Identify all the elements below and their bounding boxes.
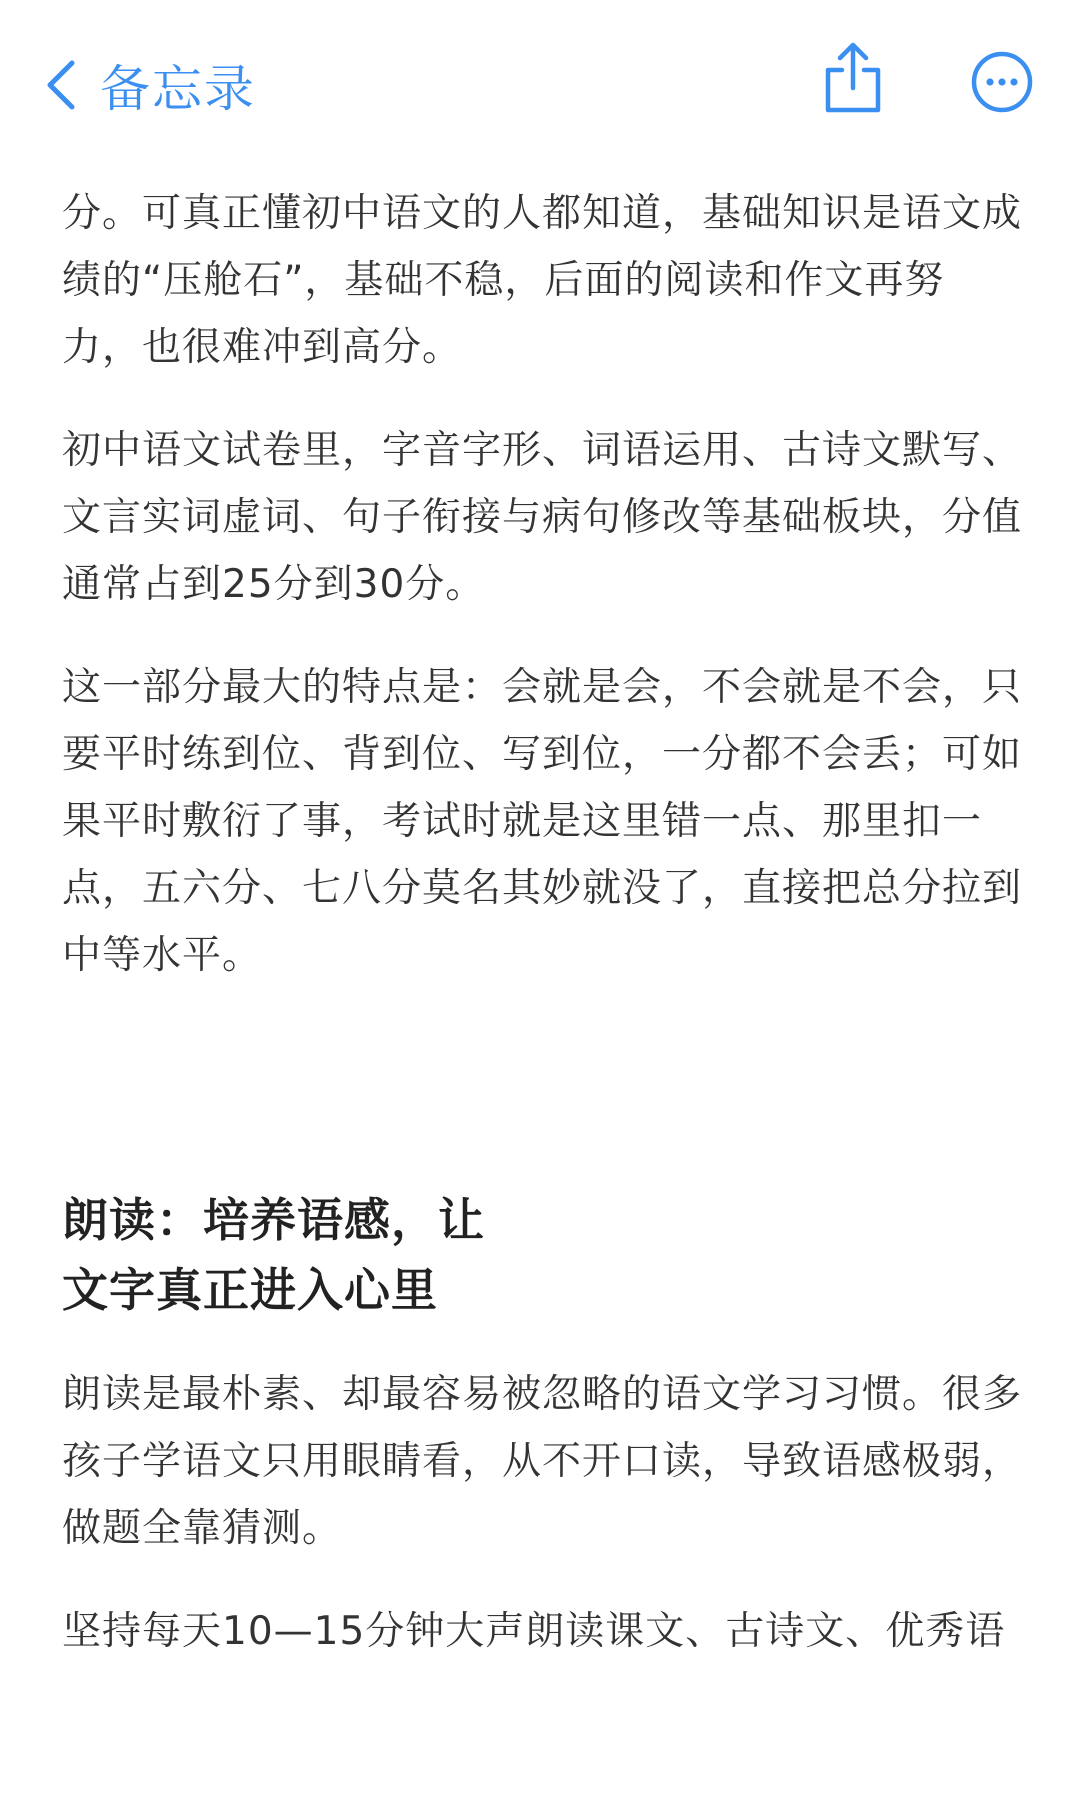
share-icon [820,101,886,120]
blank-space [62,1025,1022,1185]
paragraph: 朗读是最朴素、却最容易被忽略的语文学习习惯。很多孩子学语文只用眼睛看，从不开口读，导致语感极弱，做题全靠猜测。 [62,1372,1023,1551]
paragraph: 坚持每天10—15分钟大声朗读课文、古诗文、优秀语 [62,1609,1006,1654]
back-label: 备忘录 [100,60,256,118]
heading-line-2: 文字真正进入心里 [62,1263,438,1317]
section-heading [62,1185,1022,1325]
paragraph: 分。可真正懂初中语文的人都知道，基础知识是语文成绩的“压舱石”，基础不稳，后面的阅读和作文再努力，也很难冲到高分。 [62,191,1023,370]
more-icon [970,99,1034,118]
navigation-bar [0,0,1080,160]
back-button[interactable] [44,50,256,120]
note-body[interactable] [62,180,1022,1701]
heading-line-1: 朗读：培养语感，让 [62,1193,485,1247]
share-button[interactable] [820,40,886,116]
chevron-left-icon [44,55,84,115]
paragraph: 初中语文试卷里，字音字形、词语运用、古诗文默写、文言实词虚词、句子衔接与病句修改等基础板块，分值通常占到25分到30分。 [62,428,1023,607]
paragraph: 这一部分最大的特点是：会就是会，不会就是不会，只要平时练到位、背到位、写到位，一分都不会丢；可如果平时敷衍了事，考试时就是这里错一点、那里扣一点，五六分、七八分莫名其妙就没了，直接把总分拉到中等水平。 [62,665,1023,978]
more-button[interactable] [970,50,1034,114]
